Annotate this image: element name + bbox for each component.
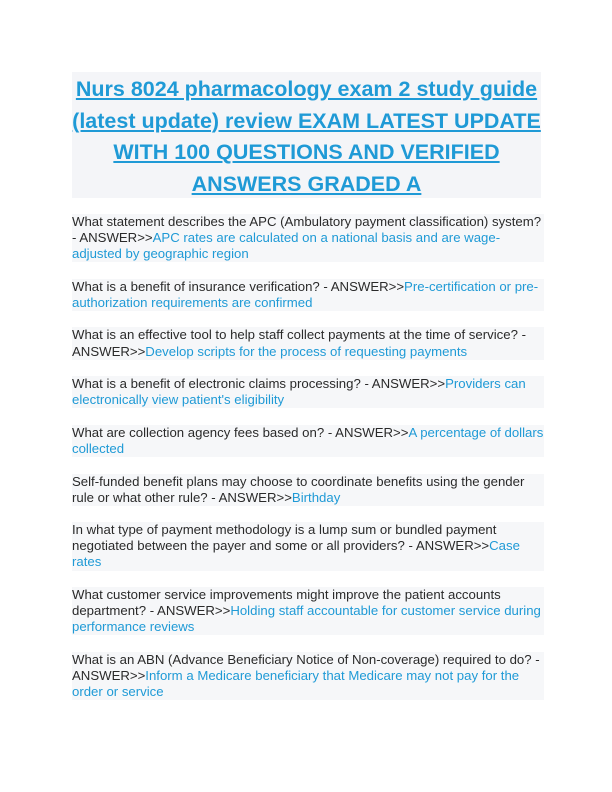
question-text: What is an effective tool to help staff collect payments at the time of service? [72, 327, 518, 343]
qa-item [72, 327, 544, 359]
answer-text: Case rates [72, 538, 520, 570]
answer-text: Holding staff accountable for customer service during performance reviews [72, 603, 541, 635]
question-text: What statement describes the APC (Ambulatory payment classification) system? [72, 214, 542, 229]
qa-item [72, 587, 544, 635]
document-title[interactable]: Nurs 8024 pharmacology exam 2 study guide (latest update) review EXAM LATEST UPDATE WITH 100 QUESTIONS AND VERIFIED ANSWERS GRADED A [72, 77, 541, 196]
answer-separator: - ANSWER>> [324, 424, 409, 440]
answer-text: APC rates are calculated on a national basis and are wage-adjusted by geographic region [72, 230, 501, 262]
question-text: Self-funded benefit plans may choose to coordinate benefits using the gender rule or what other rule? [72, 473, 525, 505]
answer-separator: - ANSWER>> [319, 278, 405, 294]
qa-item [72, 474, 544, 506]
question-text: What are collection agency fees based on? [72, 424, 325, 440]
answer-separator: - ANSWER>> [404, 538, 490, 554]
answer-separator: - ANSWER>> [72, 327, 526, 359]
qa-item [72, 652, 544, 700]
question-text: In what type of payment methodology is a lump sum or bundled payment negotiated between the payer and some or all providers? [72, 522, 497, 554]
answer-text: Birthday [291, 489, 341, 505]
qa-item [72, 425, 544, 457]
answer-text: Inform a Medicare beneficiary that Medicare may not pay for the order or service [72, 667, 520, 699]
title-box [72, 72, 541, 198]
answer-separator: - ANSWER>> [146, 603, 231, 619]
qa-item [72, 279, 544, 311]
answer-separator: - ANSWER>> [72, 230, 153, 246]
answer-text: Develop scripts for the process of requesting payments [145, 343, 468, 359]
answer-separator: - ANSWER>> [207, 489, 292, 505]
answer-text: Pre-certification or pre-authorization requirements are confirmed [72, 278, 539, 310]
answer-separator: - ANSWER>> [72, 651, 540, 683]
answer-text: A percentage of dollars collected [72, 424, 544, 456]
qa-item [72, 522, 544, 570]
qa-list [72, 214, 544, 717]
question-text: What is a benefit of insurance verification? [72, 278, 320, 294]
answer-text: Providers can electronically view patient's eligibility [72, 376, 526, 408]
qa-item [72, 214, 544, 262]
qa-item [72, 376, 544, 408]
question-text: What is a benefit of electronic claims processing? [72, 376, 361, 392]
question-text: What is an ABN (Advance Beneficiary Notice of Non-coverage) required to do? [72, 651, 532, 667]
question-text: What customer service improvements might improve the patient accounts department? [72, 587, 501, 619]
answer-separator: - ANSWER>> [360, 376, 446, 392]
